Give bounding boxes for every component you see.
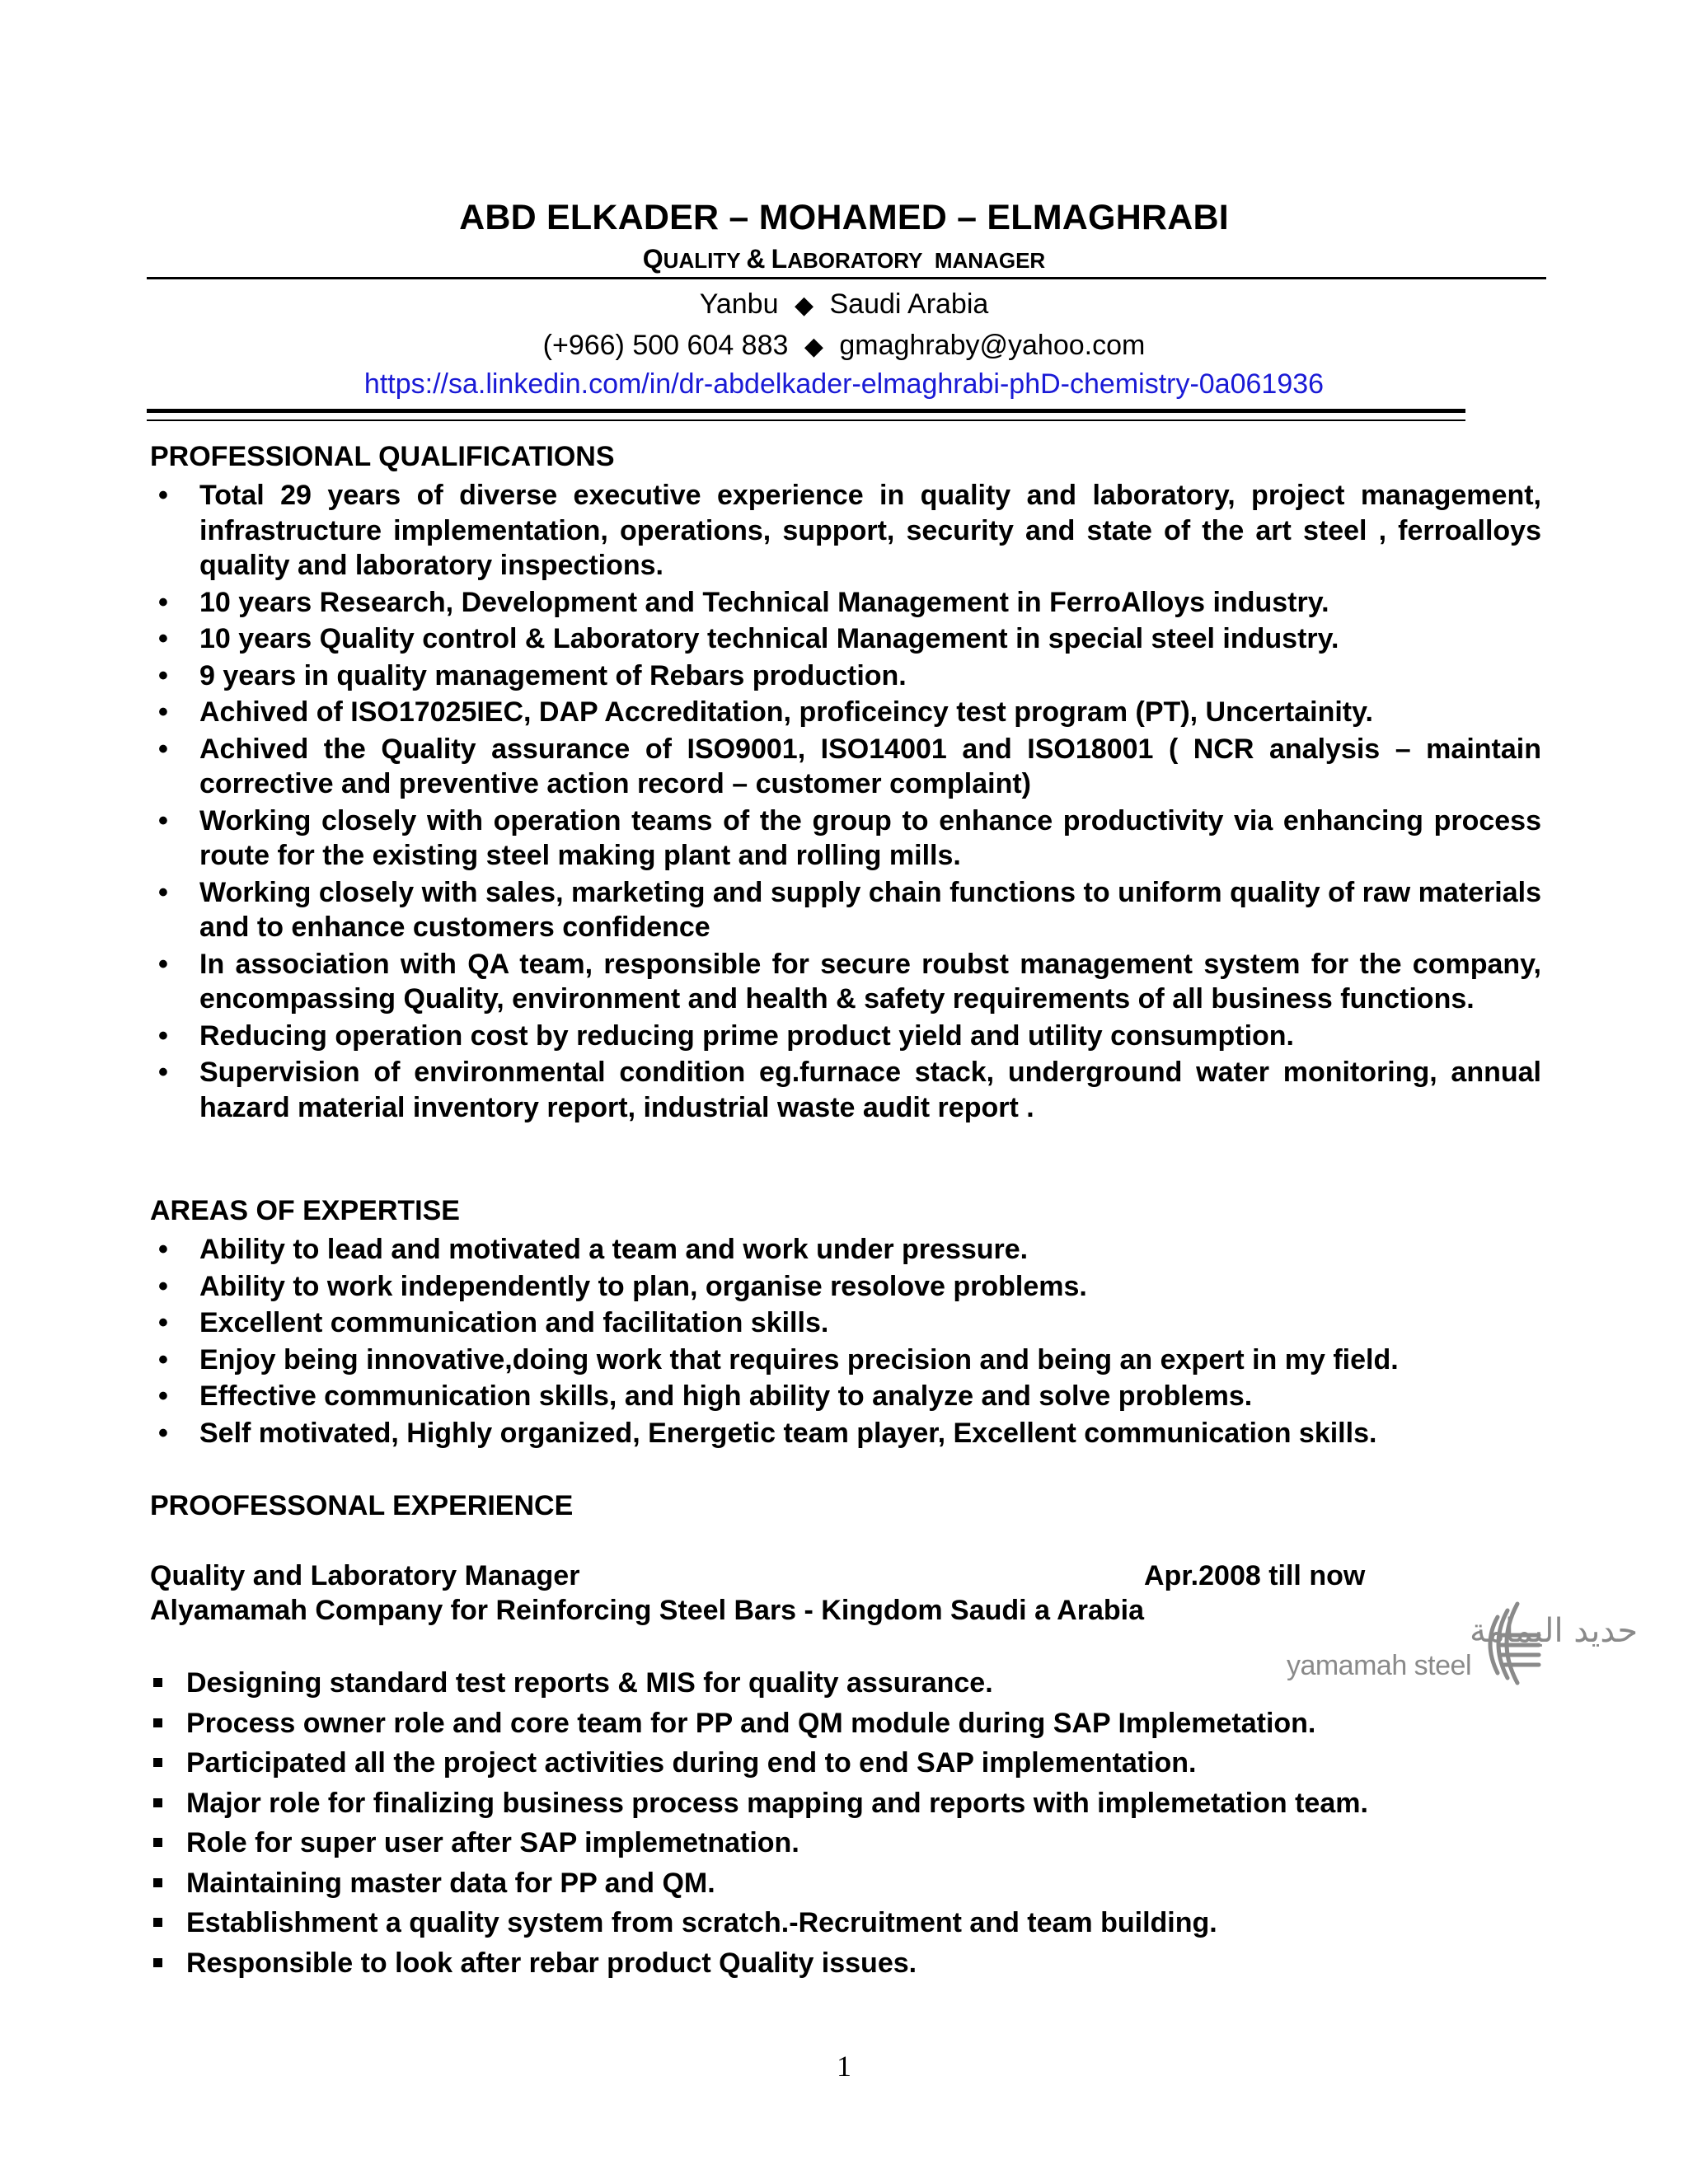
list-item: • Effective communication skills, and high ability to analyze and solve problems. xyxy=(150,1379,1541,1414)
city: Yanbu xyxy=(699,288,779,320)
linkedin-link[interactable]: https://sa.linkedin.com/in/dr-abdelkader-elmaghrabi-phD-chemistry-0a061936 xyxy=(363,368,1325,400)
job-date: Apr.2008 till now xyxy=(1144,1560,1366,1591)
list-item: Major role for finalizing business process mapping and reports with implemetation team. xyxy=(150,1785,1551,1821)
phone-number: (+966) 500 604 883 xyxy=(542,330,789,361)
list-item: Role for super user after SAP implemetnation. xyxy=(150,1825,1551,1861)
list-item: Participated all the project activities during end to end SAP implementation. xyxy=(150,1745,1551,1781)
list-item: • Excellent communication and facilitation skills. xyxy=(150,1305,1541,1341)
list-item: • Supervision of environmental condition eg.furnace stack, underground water monitoring, annual hazard material inventory report, industrial waste audit report . xyxy=(150,1055,1541,1125)
header-divider xyxy=(147,277,1546,279)
list-item: • Achived of ISO17025IEC, DAP Accreditation, proficeincy test program (PT), Uncertainity. xyxy=(150,695,1541,730)
list-item: Process owner role and core team for PP and QM module during SAP Implemetation. xyxy=(150,1705,1551,1741)
svg-text:حديد اليمامة: حديد اليمامة xyxy=(1470,1612,1639,1650)
expertise-heading: AREAS OF EXPERTISE xyxy=(150,1195,460,1226)
qualifications-heading: PROFESSIONAL QUALIFICATIONS xyxy=(150,441,615,472)
candidate-name: ABD ELKADER – MOHAMED – ELMAGHRABI xyxy=(459,198,1229,237)
list-item: • 10 years Research, Development and Technical Management in FerroAlloys industry. xyxy=(150,585,1541,621)
list-item: • Self motivated, Highly organized, Energetic team player, Excellent communication skills. xyxy=(150,1416,1541,1451)
headline-manager: MANAGER xyxy=(934,248,1046,273)
list-item: • 10 years Quality control & Laboratory technical Management in special steel industry. xyxy=(150,621,1541,657)
list-item: • Ability to work independently to plan, organise resolove problems. xyxy=(150,1269,1541,1305)
diamond-icon: ◆ xyxy=(794,292,814,319)
job-headline xyxy=(0,244,1688,274)
list-item: • 9 years in quality management of Rebars production. xyxy=(150,658,1541,694)
qualifications-list xyxy=(150,478,1541,1127)
list-item: Responsible to look after rebar product Quality issues. xyxy=(150,1945,1551,1981)
headline-laboratory-rest: ABORATORY xyxy=(787,248,923,273)
list-item: • In association with QA team, responsible for secure roubst management system for the company, encompassing Quality, environment and health & safety requirements of all business functions. xyxy=(150,947,1541,1017)
company-name: Alyamamah Company for Reinforcing Steel Bars - Kingdom Saudi a Arabia xyxy=(150,1595,1144,1626)
svg-text:yamamah steel: yamamah steel xyxy=(1286,1650,1471,1681)
job-title: Quality and Laboratory Manager xyxy=(150,1560,580,1591)
email-address[interactable]: gmaghraby@yahoo.com xyxy=(839,330,1146,361)
page-number: 1 xyxy=(837,2050,851,2083)
list-item: • Enjoy being innovative,doing work that requires precision and being an expert in my field. xyxy=(150,1343,1541,1378)
list-item: • Achived the Quality assurance of ISO9001, ISO14001 and ISO18001 ( NCR analysis – maintain corrective and preventive action record – customer complaint) xyxy=(150,732,1541,802)
list-item: Designing standard test reports & MIS for quality assurance. xyxy=(150,1665,1551,1701)
list-item: • Reducing operation cost by reducing prime product yield and utility consumption. xyxy=(150,1019,1541,1054)
thick-divider xyxy=(147,409,1465,421)
experience-heading: PROOFESSONAL EXPERIENCE xyxy=(150,1490,574,1521)
list-item: • Ability to lead and motivated a team and work under pressure. xyxy=(150,1232,1541,1268)
list-item: • Working closely with operation teams of the group to enhance productivity via enhancing process route for the existing steel making plant and rolling mills. xyxy=(150,804,1541,874)
expertise-list xyxy=(150,1232,1541,1452)
diamond-icon: ◆ xyxy=(804,333,823,360)
headline-quality-rest: UALITY xyxy=(663,248,741,273)
headline-ampersand: & xyxy=(746,244,766,274)
list-item: • Total 29 years of diverse executive experience in quality and laboratory, project management, infrastructure implementation, operations, support, security and state of the art steel , ferroalloys quality and laboratory inspections. xyxy=(150,478,1541,583)
list-item: • Working closely with sales, marketing and supply chain functions to uniform quality of raw materials and to enhance customers confidence xyxy=(150,875,1541,945)
country: Saudi Arabia xyxy=(829,288,989,320)
list-item: Establishment a quality system from scratch.-Recruitment and team building. xyxy=(150,1905,1551,1941)
contact-line xyxy=(0,330,1688,362)
list-item: Maintaining master data for PP and QM. xyxy=(150,1865,1551,1901)
location-line xyxy=(0,288,1688,321)
headline-l: L xyxy=(771,244,788,274)
duties-list xyxy=(150,1665,1551,1985)
headline-q: Q xyxy=(642,244,663,274)
